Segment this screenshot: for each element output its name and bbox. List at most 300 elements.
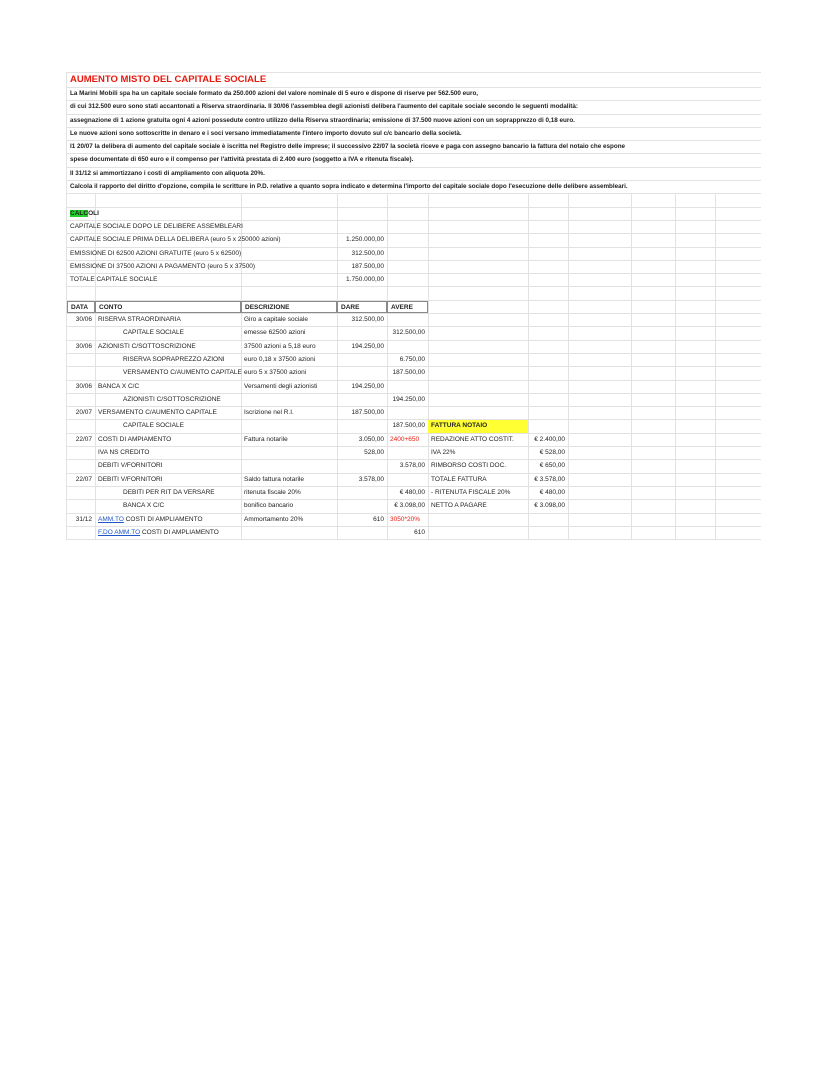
grid-line xyxy=(428,407,429,419)
problem-text-line: Il 31/12 si ammortizzano i costi di ampliamento con aliquota 20%. xyxy=(70,169,265,177)
grid-line xyxy=(568,354,569,366)
col-header-data: DATA xyxy=(67,301,95,313)
col-header-conto: CONTO xyxy=(95,301,241,313)
journal-row xyxy=(67,420,761,433)
journal-description: bonifico bancario xyxy=(244,502,294,510)
grid-line xyxy=(715,354,716,366)
journal-row xyxy=(67,367,761,380)
grid-line xyxy=(428,301,429,313)
grid-line xyxy=(715,527,716,539)
fattura-value: € 3.098,00 xyxy=(534,502,565,510)
journal-date xyxy=(67,447,95,459)
journal-account: RISERVA STRAORDINARIA xyxy=(98,316,181,324)
grid-line xyxy=(528,367,529,379)
grid-line xyxy=(568,341,569,353)
grid-line xyxy=(675,194,676,206)
grid-line xyxy=(631,248,632,260)
journal-dare xyxy=(337,460,387,472)
journal-description: euro 0,18 x 37500 azioni xyxy=(244,355,316,363)
grid-line xyxy=(528,287,529,299)
journal-dare: 610 xyxy=(373,515,384,523)
journal-avere: 187.500,00 xyxy=(392,369,425,377)
journal-avere: 187.500,00 xyxy=(392,422,425,430)
grid-line xyxy=(528,221,529,233)
grid-line xyxy=(715,394,716,406)
journal-description: ritenuta fiscale 20% xyxy=(244,488,301,496)
calcoli-row-value: 1.250.000,00 xyxy=(346,236,384,244)
grid-line xyxy=(675,367,676,379)
fattura-label: - RITENUTA FISCALE 20% xyxy=(431,488,511,496)
journal-avere: 3.578,00 xyxy=(399,462,425,470)
grid-line xyxy=(675,447,676,459)
grid-line xyxy=(528,394,529,406)
journal-account: AZIONISTI C/SOTTOSCRIZIONE xyxy=(98,342,196,350)
grid-line xyxy=(631,341,632,353)
grid-line xyxy=(715,500,716,512)
grid-line xyxy=(631,447,632,459)
journal-account: DEBITI V/FORNITORI xyxy=(98,475,163,483)
grid-line xyxy=(715,221,716,233)
journal-row xyxy=(67,341,761,354)
journal-description: Giro a capitale sociale xyxy=(244,316,308,324)
grid-line xyxy=(568,514,569,526)
journal-date: 30/06 xyxy=(75,342,92,350)
calcoli-row-value: 312.500,00 xyxy=(351,249,384,257)
grid-line xyxy=(675,407,676,419)
journal-avere xyxy=(387,314,428,326)
journal-date: 22/07 xyxy=(75,475,92,483)
grid-line xyxy=(675,274,676,286)
grid-line xyxy=(631,354,632,366)
text-row-3 xyxy=(67,128,761,141)
grid-line xyxy=(675,341,676,353)
journal-avere: 6.750,00 xyxy=(399,355,425,363)
grid-line xyxy=(631,314,632,326)
problem-text-line: Le nuove azioni sono sottoscritte in denaro e i soci versano immediatamente l'intero importo dovuto sul c/c bancario della società. xyxy=(70,129,462,137)
grid-line xyxy=(428,381,429,393)
grid-line xyxy=(675,287,676,299)
journal-date xyxy=(67,420,95,432)
grid-line xyxy=(631,234,632,246)
journal-account: IVA NS CREDITO xyxy=(98,449,150,457)
calcoli-row-label: TOTALE CAPITALE SOCIALE xyxy=(70,276,158,284)
journal-row xyxy=(67,487,761,500)
journal-account: VERSAMENTO C/AUMENTO CAPITALE xyxy=(123,369,242,377)
grid-line xyxy=(428,234,429,246)
grid-line xyxy=(631,274,632,286)
fattura-value: € 3.578,00 xyxy=(534,475,565,483)
journal-date: 31/12 xyxy=(75,515,92,523)
grid-line xyxy=(241,194,242,206)
journal-dare: 312.500,00 xyxy=(351,316,384,324)
journal-description xyxy=(241,447,337,459)
journal-dare xyxy=(337,487,387,499)
calcoli-label-row xyxy=(67,208,761,221)
fattura-label: RIMBORSO COSTI DOC. xyxy=(431,462,507,470)
grid-line xyxy=(675,487,676,499)
journal-account: CAPITALE SOCIALE xyxy=(123,329,184,337)
journal-dare: 3.050,00 xyxy=(358,435,384,443)
journal-dare xyxy=(337,527,387,539)
journal-dare xyxy=(337,420,387,432)
grid-line xyxy=(715,287,716,299)
fattura-value: € 2.400,00 xyxy=(534,435,565,443)
journal-dare: 194.250,00 xyxy=(351,382,384,390)
grid-line xyxy=(675,500,676,512)
problem-text-line: assegnazione di 1 azione gratuita ogni 4 azioni possedute contro utilizzo della Riserva straordinaria; emissione di 37.500 nuove azioni con un soprapprezzo di 0,18 euro. xyxy=(70,116,575,124)
grid-line xyxy=(428,394,429,406)
sheet-title: AUMENTO MISTO DEL CAPITALE SOCIALE xyxy=(70,74,267,85)
calcoli-row xyxy=(67,248,761,261)
journal-description xyxy=(241,394,337,406)
grid-line xyxy=(528,274,529,286)
journal-row xyxy=(67,327,761,340)
grid-line xyxy=(95,194,96,206)
grid-line xyxy=(528,420,529,432)
journal-account: BANCA X C/C xyxy=(98,382,140,390)
journal-avere: 194.250,00 xyxy=(392,395,425,403)
grid-line xyxy=(428,367,429,379)
journal-avere xyxy=(387,381,428,393)
grid-line xyxy=(528,248,529,260)
grid-line xyxy=(568,274,569,286)
calcoli-row-label: CAPITALE SOCIALE PRIMA DELLA DELIBERA (euro 5 x 250000 azioni) xyxy=(70,236,281,244)
grid-line xyxy=(387,274,388,286)
grid-line xyxy=(715,381,716,393)
grid-line xyxy=(631,474,632,486)
grid-line xyxy=(387,287,388,299)
text-row-5 xyxy=(67,154,761,167)
journal-dare xyxy=(337,354,387,366)
journal-avere: 312.500,00 xyxy=(392,329,425,337)
grid-line xyxy=(715,514,716,526)
grid-line xyxy=(428,221,429,233)
col-header-dare: DARE xyxy=(337,301,387,313)
journal-row xyxy=(67,527,761,540)
calcoli-row-value: 187.500,00 xyxy=(351,262,384,270)
costi-formula-note: 2400+650 xyxy=(390,435,420,443)
journal-description xyxy=(241,527,337,539)
journal-row xyxy=(67,394,761,407)
grid-line xyxy=(528,208,529,220)
grid-line xyxy=(568,394,569,406)
journal-date xyxy=(67,460,95,472)
journal-date: 22/07 xyxy=(75,435,92,443)
calcoli-subtitle: CAPITALE SOCIALE DOPO LE DELIBERE ASSEMBLEARI xyxy=(70,222,243,230)
grid-line xyxy=(675,208,676,220)
journal-avere xyxy=(387,474,428,486)
journal-row xyxy=(67,460,761,473)
text-row-0 xyxy=(67,88,761,101)
grid-line xyxy=(428,341,429,353)
grid-line xyxy=(631,434,632,446)
journal-description: Versamenti degli azionisti xyxy=(244,382,318,390)
grid-line xyxy=(241,208,242,220)
journal-description: Fattura notarile xyxy=(244,435,288,443)
grid-line xyxy=(337,221,338,233)
journal-dare xyxy=(337,327,387,339)
title-row xyxy=(67,73,761,88)
grid-line xyxy=(387,248,388,260)
grid-line xyxy=(715,460,716,472)
grid-line xyxy=(631,487,632,499)
grid-line xyxy=(528,194,529,206)
text-row-6 xyxy=(67,168,761,181)
journal-dare xyxy=(337,394,387,406)
grid-line xyxy=(631,500,632,512)
journal-account: COSTI DI AMPIAMENTO xyxy=(98,435,172,443)
fattura-title: FATTURA NOTAIO xyxy=(428,420,528,432)
grid-line xyxy=(675,434,676,446)
grid-line xyxy=(675,381,676,393)
grid-line xyxy=(631,407,632,419)
calcoli-row xyxy=(67,234,761,247)
grid-line xyxy=(715,447,716,459)
grid-line xyxy=(337,208,338,220)
grid-line xyxy=(568,234,569,246)
journal-date xyxy=(67,500,95,512)
calcoli-row-label: EMISSIONE DI 62500 AZIONI GRATUITE (euro 5 x 62500) xyxy=(70,249,242,257)
calcoli-row xyxy=(67,274,761,287)
journal-row xyxy=(67,447,761,460)
grid-line xyxy=(631,420,632,432)
text-row-7 xyxy=(67,181,761,194)
journal-date xyxy=(67,367,95,379)
grid-line xyxy=(568,208,569,220)
grid-line xyxy=(528,381,529,393)
grid-line xyxy=(568,261,569,273)
grid-line xyxy=(387,194,388,206)
journal-avere xyxy=(387,341,428,353)
grid-line xyxy=(631,394,632,406)
grid-line xyxy=(428,314,429,326)
journal-account: RISERVA SOPRAPREZZO AZIONI xyxy=(123,355,225,363)
journal-dare: 187.500,00 xyxy=(351,409,384,417)
grid-line xyxy=(675,460,676,472)
calcoli-row-label: EMISSIONE DI 37500 AZIONI A PAGAMENTO (euro 5 x 37500) xyxy=(70,262,256,270)
grid-line xyxy=(631,514,632,526)
grid-line xyxy=(568,434,569,446)
grid-line xyxy=(428,261,429,273)
grid-line xyxy=(675,527,676,539)
problem-text-line: I1 20/07 la delibera di aumento del capitale sociale è iscritta nel Registro delle imprese; il successivo 22/07 la società riceve e paga con assegno bancario la fattura del notaio che espone xyxy=(70,143,626,151)
grid-line xyxy=(528,407,529,419)
grid-line xyxy=(528,327,529,339)
journal-account: DEBITI PER RIT DA VERSARE xyxy=(123,488,215,496)
journal-row xyxy=(67,314,761,327)
grid-line xyxy=(715,434,716,446)
amm-to-link[interactable]: AMM.TO xyxy=(98,515,124,523)
spreadsheet-grid xyxy=(66,72,761,540)
journal-date: 30/06 xyxy=(75,316,92,324)
grid-line xyxy=(715,274,716,286)
journal-dare: 528,00 xyxy=(364,449,384,457)
journal-account: DEBITI V/FORNITORI xyxy=(98,462,163,470)
journal-dare: 3.578,00 xyxy=(358,475,384,483)
grid-line xyxy=(568,367,569,379)
journal-description xyxy=(241,460,337,472)
journal-account: F.DO AMM.TO COSTI DI AMPLIAMENTO xyxy=(98,528,219,536)
grid-line xyxy=(631,301,632,313)
grid-line xyxy=(568,407,569,419)
journal-description xyxy=(241,420,337,432)
journal-row xyxy=(67,381,761,394)
grid-line xyxy=(715,301,716,313)
problem-text-line: di cui 312.500 euro sono stati accantonati a Riserva straordinaria. Il 30/06 l'assemblea degli azionisti delibera l'aumento del capitale sociale secondo le seguenti modalità: xyxy=(70,103,578,111)
grid-line xyxy=(631,460,632,472)
grid-line xyxy=(675,354,676,366)
journal-description: emesse 62500 azioni xyxy=(244,329,306,337)
grid-line xyxy=(715,327,716,339)
grid-line xyxy=(715,474,716,486)
grid-line xyxy=(528,514,529,526)
calcoli-highlight: CALC xyxy=(70,209,89,217)
grid-line xyxy=(568,327,569,339)
grid-line xyxy=(528,314,529,326)
journal-row xyxy=(67,500,761,513)
journal-row xyxy=(67,407,761,420)
grid-line xyxy=(568,287,569,299)
journal-date xyxy=(67,527,95,539)
grid-line xyxy=(715,420,716,432)
grid-line xyxy=(715,234,716,246)
grid-line xyxy=(715,341,716,353)
grid-line xyxy=(631,367,632,379)
journal-account: BANCA X C/C xyxy=(123,502,165,510)
grid-line xyxy=(568,420,569,432)
grid-line xyxy=(715,314,716,326)
grid-line xyxy=(528,354,529,366)
grid-line xyxy=(568,301,569,313)
grid-line xyxy=(428,208,429,220)
journal-header-row xyxy=(67,301,761,314)
journal-date xyxy=(67,394,95,406)
grid-line xyxy=(241,287,242,299)
fattura-value: € 650,00 xyxy=(539,462,565,470)
journal-account: AZIONISTI C/SOTTOSCRIZIONE xyxy=(123,395,221,403)
grid-line xyxy=(631,194,632,206)
journal-description: Ammortamento 20% xyxy=(244,515,304,523)
journal-avere: 610 xyxy=(414,528,425,536)
grid-line xyxy=(428,327,429,339)
fattura-value: € 528,00 xyxy=(539,449,565,457)
grid-line xyxy=(387,261,388,273)
grid-line xyxy=(387,234,388,246)
journal-date xyxy=(67,487,95,499)
grid-line xyxy=(675,314,676,326)
grid-line xyxy=(631,381,632,393)
grid-line xyxy=(675,474,676,486)
grid-line xyxy=(387,221,388,233)
journal-description: euro 5 x 37500 azioni xyxy=(244,369,307,377)
grid-line xyxy=(675,261,676,273)
col-header-descrizione: DESCRIZIONE xyxy=(241,301,337,313)
journal-dare: 194.250,00 xyxy=(351,342,384,350)
grid-line xyxy=(675,301,676,313)
grid-line xyxy=(675,514,676,526)
journal-dare xyxy=(337,500,387,512)
journal-account: CAPITALE SOCIALE xyxy=(123,422,184,430)
grid-line xyxy=(631,287,632,299)
journal-row xyxy=(67,474,761,487)
grid-line xyxy=(631,327,632,339)
fattura-value: € 480,00 xyxy=(539,488,565,496)
grid-line xyxy=(428,514,429,526)
grid-line xyxy=(631,221,632,233)
fattura-label: REDAZIONE ATTO COSTIT. xyxy=(431,435,514,443)
grid-line xyxy=(675,248,676,260)
grid-line xyxy=(675,327,676,339)
grid-line xyxy=(568,474,569,486)
problem-text-line: Calcola il rapporto del diritto d'opzione, compila le scritture in P.D. relative a quanto sopra indicato e determina l'importo del capitale sociale dopo l'esecuzione delle delibere assembleari. xyxy=(70,183,628,191)
grid-line xyxy=(675,394,676,406)
col-header-avere: AVERE xyxy=(387,301,428,313)
calcoli-row xyxy=(67,261,761,274)
grid-line xyxy=(568,447,569,459)
problem-text-line: spese documentate di 650 euro e il compenso per l'attività prestata di 2.400 euro (soggetto a IVA e ritenuta fiscale). xyxy=(70,156,414,164)
grid-line xyxy=(528,341,529,353)
journal-avere: € 480,00 xyxy=(399,488,425,496)
journal-date: 30/06 xyxy=(75,382,92,390)
journal-avere: € 3.098,00 xyxy=(394,502,425,510)
grid-line xyxy=(428,274,429,286)
calcoli-label: CALCOLI xyxy=(70,209,99,217)
grid-line xyxy=(568,487,569,499)
text-row-2 xyxy=(67,115,761,128)
calcoli-subtitle-row xyxy=(67,221,761,234)
journal-date: 20/07 xyxy=(75,409,92,417)
grid-line xyxy=(428,248,429,260)
fdo-amm-to-link[interactable]: F.DO AMM.TO xyxy=(98,528,141,536)
grid-line xyxy=(715,248,716,260)
grid-line xyxy=(715,194,716,206)
grid-line xyxy=(568,381,569,393)
fattura-label: TOTALE FATTURA xyxy=(431,475,487,483)
grid-line xyxy=(715,208,716,220)
grid-line xyxy=(568,500,569,512)
journal-date xyxy=(67,327,95,339)
grid-line xyxy=(428,287,429,299)
grid-line xyxy=(631,208,632,220)
text-row-1 xyxy=(67,101,761,114)
grid-line xyxy=(715,261,716,273)
grid-line xyxy=(675,234,676,246)
grid-line xyxy=(568,527,569,539)
grid-line xyxy=(675,221,676,233)
journal-avere xyxy=(387,447,428,459)
grid-line xyxy=(715,487,716,499)
journal-description: 37500 azioni a 5,18 euro xyxy=(244,342,316,350)
journal-avere xyxy=(387,407,428,419)
journal-description: Saldo fattura notarile xyxy=(244,475,304,483)
fattura-label: IVA 22% xyxy=(431,449,456,457)
grid-line xyxy=(528,234,529,246)
grid-line xyxy=(428,527,429,539)
grid-line xyxy=(428,194,429,206)
grid-line xyxy=(528,527,529,539)
grid-line xyxy=(568,460,569,472)
fattura-label: NETTO A PAGARE xyxy=(431,502,487,510)
grid-line xyxy=(568,194,569,206)
grid-line xyxy=(337,287,338,299)
journal-description: Iscrizione nel R.I. xyxy=(244,409,294,417)
grid-line xyxy=(95,287,96,299)
grid-line xyxy=(428,354,429,366)
grid-line xyxy=(568,221,569,233)
journal-row xyxy=(67,514,761,527)
grid-line xyxy=(387,208,388,220)
grid-line xyxy=(715,407,716,419)
